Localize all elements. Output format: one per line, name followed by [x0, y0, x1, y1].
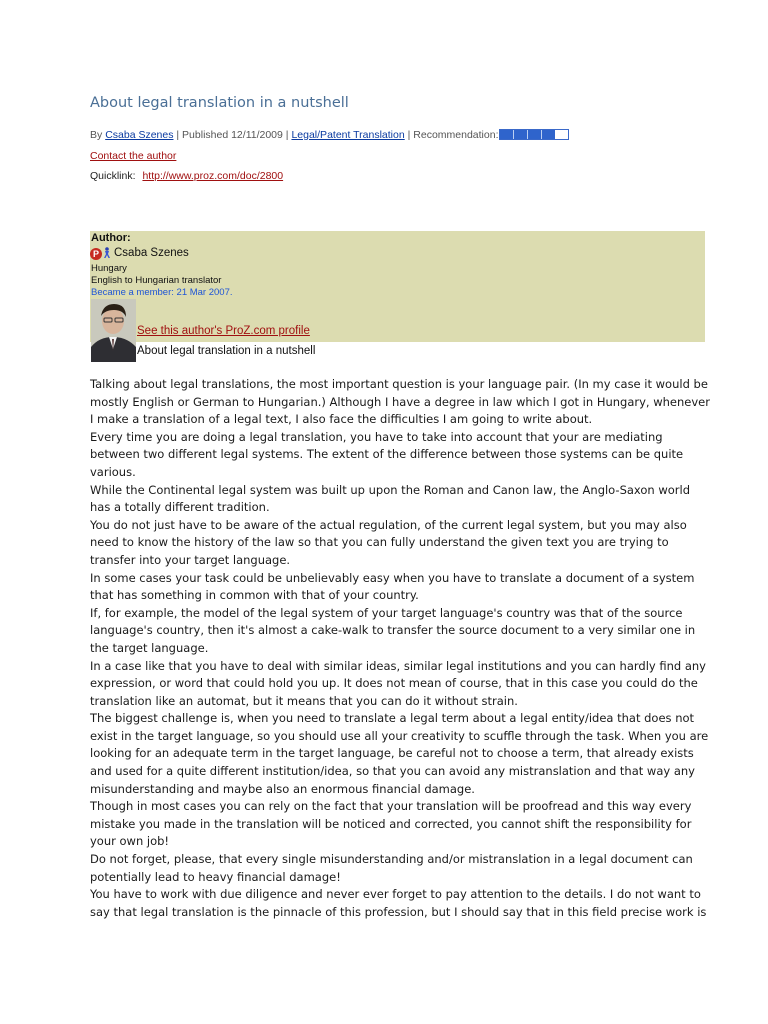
- body-paragraph: If, for example, the model of the legal system of your target language's country was that of the source language's country, then it's almost a cake-walk to transfer the source document to a very similar one in the target language.: [90, 605, 696, 655]
- body-paragraph: Do not forget, please, that every single misunderstanding and/or mistranslation in a legal document can potentially lead to heavy financial damage!: [90, 852, 693, 884]
- avatar-photo: [91, 299, 136, 362]
- contact-author-link[interactable]: Contact the author: [90, 150, 177, 162]
- quicklink-label: Quicklink:: [90, 170, 136, 182]
- body-paragraph: Though in most cases you can rely on the fact that your translation will be proofread and this way every mistake you made in the translation will be noticed and corrected, you cannot shift the responsibility for your own job!: [90, 799, 692, 849]
- avatar: [91, 299, 136, 362]
- meter-divider: [541, 130, 542, 139]
- author-line: [90, 247, 189, 260]
- article-body: [90, 376, 710, 921]
- author-link[interactable]: Csaba Szenes: [105, 129, 174, 141]
- published-label: | Published: [176, 129, 229, 141]
- body-paragraph: Every time you are doing a legal translation, you have to take into account that your are mediating between two different legal systems. The extent of the difference between those systems can be quite various.: [90, 429, 684, 479]
- proz-badge-icon: P: [90, 248, 102, 260]
- recommendation-meter: [499, 129, 569, 140]
- author-country: Hungary: [91, 263, 127, 274]
- meter-divider: [513, 130, 514, 139]
- person-icon: [103, 247, 111, 258]
- body-paragraph: You have to work with due diligence and never ever forget to pay attention to the details. I do not want to say that legal translation is the pinnacle of this profession, but I should say that in this field precise work is: [90, 887, 707, 919]
- body-paragraph: You do not just have to be aware of the actual regulation, of the current legal system, but you may also need to know the history of the law so that you can fully understand the given text you are trying to transfer into your target language.: [90, 517, 687, 567]
- body-paragraph: The biggest challenge is, when you need to translate a legal term about a legal entity/idea that does not exist in the target language, so you should use all your creativity to scuffle through the task. When you are looking for an adequate term in the target language, be careful not to choose a term, that already exists and used for a quite different institution/idea, so that you can avoid any mistranslation and that way any misunderstanding and maybe also an enormous financial damage.: [90, 711, 709, 796]
- body-paragraph: In some cases your task could be unbelievably easy when you have to translate a document of a system that has something in common with that of your country.: [90, 570, 695, 603]
- author-profile-link[interactable]: See this author's ProZ.com profile: [137, 325, 310, 337]
- by-label: By: [90, 129, 103, 141]
- author-box: [90, 231, 705, 342]
- quicklink: [90, 170, 283, 182]
- article-title: About legal translation in a nutshell: [90, 95, 349, 111]
- author-language-pair: English to Hungarian translator: [91, 275, 222, 286]
- body-paragraph: While the Continental legal system was built up upon the Roman and Canon law, the Anglo-Saxon world has a totally different tradition.: [90, 482, 691, 515]
- author-name: Csaba Szenes: [114, 247, 189, 259]
- separator: |: [285, 129, 289, 141]
- article-subtitle: About legal translation in a nutshell: [137, 345, 316, 357]
- meter-divider: [527, 130, 528, 139]
- author-label: Author:: [91, 232, 131, 244]
- byline: [90, 128, 569, 142]
- member-since: Became a member: 21 Mar 2007.: [91, 287, 233, 298]
- quicklink-url[interactable]: http://www.proz.com/doc/2800: [142, 170, 284, 182]
- category-link[interactable]: Legal/Patent Translation: [291, 129, 405, 141]
- recommendation-label: | Recommendation:: [407, 129, 499, 141]
- published-date: 12/11/2009: [231, 129, 283, 141]
- body-paragraph: In a case like that you have to deal with similar ideas, similar legal institutions and you can hardly find any expression, or word that could hold you up. It does not mean of course, that in this case you could do the translation like an automat, but it means that you can do it without strain.: [90, 658, 706, 708]
- body-paragraph: Talking about legal translations, the most important question is your language pair. (In my case it would be mostly English or German to Hungarian.) Although I have a degree in law which I got in Hungary, whenever I make a translation of a legal text, I also face the difficulties I am going to write about.: [90, 377, 710, 427]
